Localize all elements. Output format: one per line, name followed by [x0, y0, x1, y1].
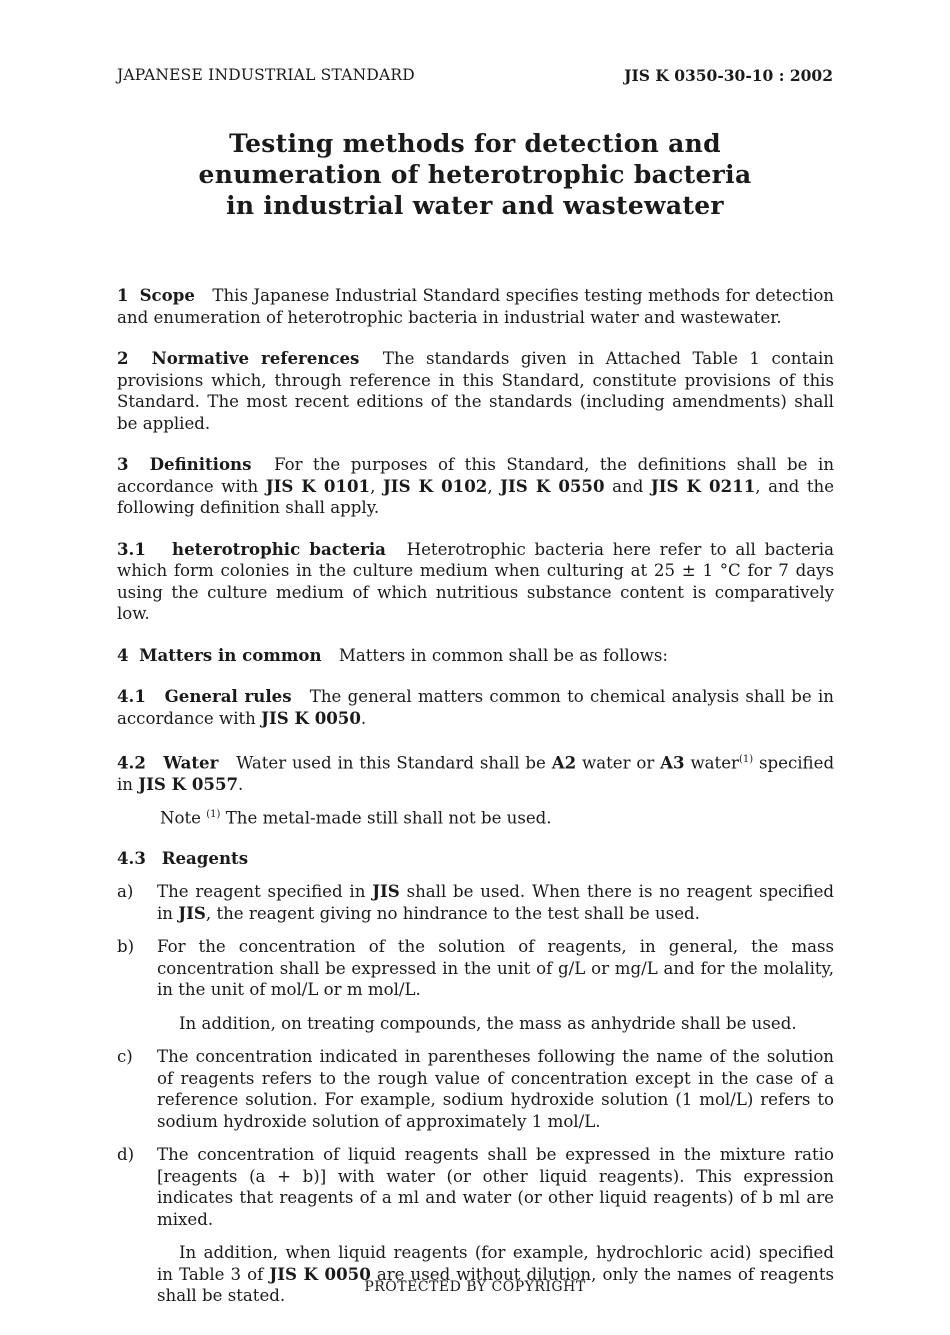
- list-text: For the concentration of the solution of reagents, in general, the mass concentration shall be expressed in the unit of g/L or mg/L and for the molality, in the unit of mol/L or m mol/L.: [157, 937, 834, 1000]
- section-number: 3.1: [117, 538, 146, 559]
- section-heading: Definitions: [149, 454, 252, 474]
- conjunction: and: [612, 476, 644, 496]
- period: .: [238, 775, 244, 795]
- text-run: are used without dilution, only the names of reagents shall be stated.: [157, 1264, 835, 1306]
- list-item-a: [117, 881, 834, 924]
- note-text: The metal-made still shall not be used.: [225, 808, 552, 828]
- section-text: The standards given in Attached Table 1 contain provisions which, through reference in this Standard, constitute provisions of this Standard. The most recent editions of the standards (including amendments) shall be applied.: [117, 349, 834, 433]
- section-number: 1: [117, 285, 129, 305]
- section-heading: Scope: [139, 285, 195, 305]
- standard-reference: JIS K 0557: [138, 774, 239, 795]
- water-grade: A3: [660, 752, 685, 773]
- section-heading: Normative references: [151, 348, 360, 368]
- section-number: 4.2: [117, 752, 146, 773]
- standard-reference: JIS: [178, 902, 206, 923]
- list-item-b: [117, 936, 834, 1001]
- standard-reference: JIS K 0101: [265, 475, 371, 496]
- title-line-3: in industrial water and wastewater: [226, 191, 724, 220]
- section-text: , and the following definition shall apply.: [117, 476, 835, 517]
- section-heading: Matters in common: [139, 644, 322, 665]
- standard-reference: JIS K 0050: [261, 707, 361, 728]
- section-heading: heterotrophic bacteria: [172, 538, 386, 559]
- section-text: specified in: [117, 753, 835, 795]
- list-text: [157, 881, 834, 924]
- standard-reference: JIS K 0102: [382, 475, 488, 496]
- note-1: [160, 804, 834, 829]
- document-body: [117, 285, 834, 1319]
- section-text: Heterotrophic bacteria here refer to all bacteria which form colonies in the culture medium when culturing at 25 ± 1 °C for 7 days using the culture medium of which nutritious substance content is comparatively low.: [117, 539, 834, 623]
- page-header-right: JIS K 0350-30-10 : 2002: [624, 66, 833, 85]
- title-line-2: enumeration of heterotrophic bacteria: [198, 160, 752, 189]
- list-item-d-continuation: [117, 1242, 834, 1307]
- section-scope: [117, 285, 834, 328]
- list-text: The concentration indicated in parentheses following the name of the solution of reagents refers to the rough value of concentration except in the case of a reference solution. For example, sodium hydroxide solution (1 mol/L) refers to sodium hydroxide solution of approximately 1 mol/L.: [157, 1047, 834, 1131]
- list-item-d: [117, 1144, 834, 1230]
- list-item-c: [117, 1046, 834, 1132]
- section-number: 4.1: [117, 686, 146, 706]
- title-line-1: Testing methods for detection and: [229, 129, 721, 158]
- section-text: For the purposes of this Standard, the definitions shall be in accordance with: [117, 455, 835, 496]
- page-header-left: JAPANESE INDUSTRIAL STANDARD: [117, 66, 415, 84]
- section-number: 2: [117, 348, 129, 368]
- standard-reference: JIS K 0050: [269, 1263, 371, 1284]
- standard-reference: JIS K 0550: [500, 475, 605, 496]
- section-text: The general matters common to chemical analysis shall be in accordance with: [117, 687, 834, 728]
- section-water: [117, 749, 834, 796]
- section-number: 4: [117, 644, 129, 665]
- list-item-b-continuation: In addition, on treating compounds, the mass as anhydride shall be used.: [179, 1013, 797, 1033]
- section-heading: General rules: [164, 686, 292, 706]
- document-title: [0, 128, 950, 221]
- list-marker: c): [117, 1047, 133, 1067]
- period: .: [360, 708, 367, 728]
- copyright-footer: PROTECTED BY COPYRIGHT: [364, 1279, 586, 1295]
- comma: ,: [487, 476, 493, 496]
- section-text: Matters in common shall be as follows:: [338, 645, 668, 665]
- section-text: This Japanese Industrial Standard specifies testing methods for detection and enumeration of heterotrophic bacteria in industrial water and wastewater.: [117, 286, 834, 327]
- text-run: The reagent specified in: [157, 882, 366, 902]
- water-grade: A2: [551, 752, 577, 773]
- list-marker: a): [117, 882, 134, 902]
- standard-reference: JIS: [372, 881, 400, 902]
- text-run: shall be used. When there is no reagent specified in: [157, 882, 835, 923]
- section-number: 3: [117, 454, 129, 474]
- list-marker: b): [117, 937, 135, 957]
- section-text: Water used in this Standard shall be: [236, 753, 546, 773]
- section-reagents: [117, 848, 834, 870]
- section-number: 4.3: [117, 847, 146, 868]
- section-definitions: [117, 454, 834, 519]
- text-run: , the reagent giving no hindrance to the test shall be used.: [205, 903, 700, 923]
- comma: ,: [370, 476, 376, 496]
- section-heading: Water: [163, 752, 219, 773]
- section-normative-references: [117, 348, 834, 434]
- list-marker: d): [117, 1145, 135, 1165]
- section-matters-in-common: [117, 645, 834, 667]
- note-reference: (1): [738, 754, 754, 765]
- list-text: The concentration of liquid reagents shall be expressed in the mixture ratio [reagents (a + b)] with water (or other liquid reagents). This expression indicates that reagents of a ml and water (or other liquid reagents) of b ml are mixed.: [157, 1145, 834, 1229]
- section-heterotrophic-bacteria: [117, 539, 834, 625]
- standard-reference: JIS K 0211: [650, 475, 756, 496]
- section-general-rules: [117, 686, 834, 729]
- text-run: In addition, when liquid reagents (for example, hydrochloric acid) specified in Table 3 of: [157, 1243, 834, 1284]
- note-number: (1): [206, 808, 221, 820]
- section-text: water: [690, 753, 739, 773]
- note-label: Note: [160, 808, 201, 828]
- section-text: water or: [582, 753, 655, 773]
- section-heading: Reagents: [161, 847, 249, 868]
